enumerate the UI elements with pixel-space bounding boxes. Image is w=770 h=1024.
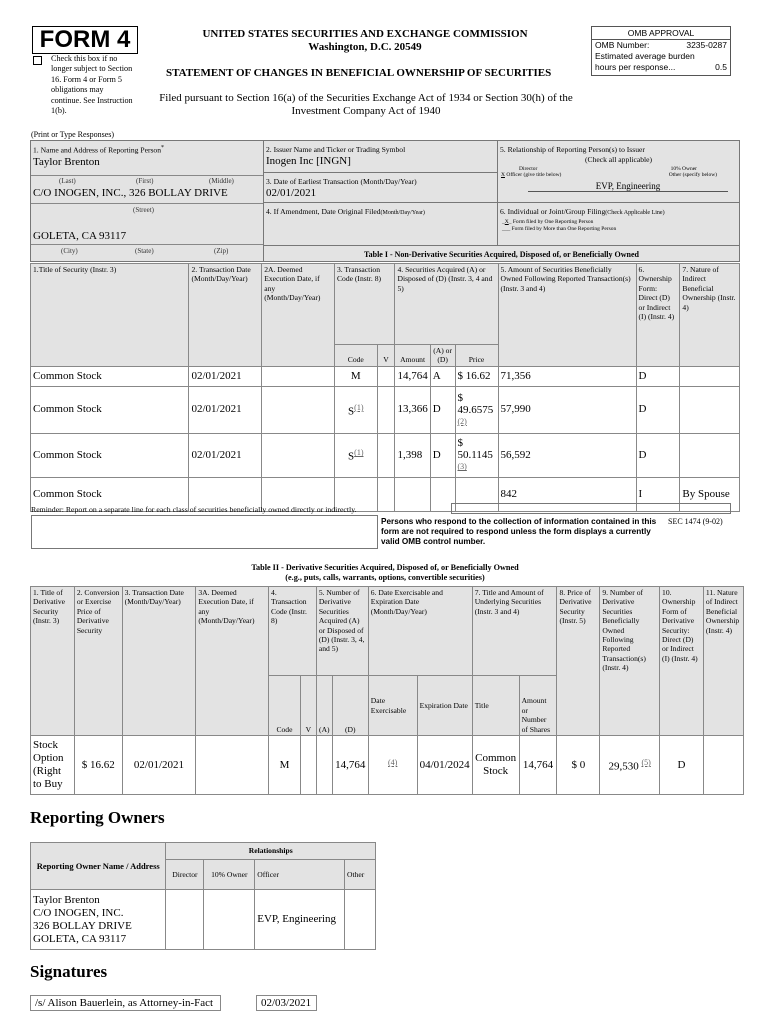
t1-row-nature bbox=[680, 433, 740, 477]
t1-header-code: 3. Transaction Code (Instr. 8) bbox=[334, 264, 395, 345]
t2-row-deemed bbox=[196, 736, 269, 795]
state-caption: (State) bbox=[135, 247, 154, 255]
t1-row-price-cell bbox=[455, 433, 498, 477]
t1-sub-price: Price bbox=[455, 345, 498, 367]
t1-row-owned: 56,592 bbox=[498, 433, 636, 477]
t2-row-nature bbox=[703, 736, 743, 795]
t1-header-owned: 5. Amount of Securities Beneficially Owned Following Reported Transaction(s) (Instr. 3 and 4) bbox=[498, 264, 636, 367]
omb-title: OMB APPROVAL bbox=[592, 27, 730, 40]
t1-sub-v: V bbox=[377, 345, 395, 367]
t1-row-code: S bbox=[348, 451, 355, 464]
officer-option: Officer (give title below) bbox=[506, 172, 562, 178]
t1-row-amount: 14,764 bbox=[395, 366, 430, 386]
owner-officer-cell: EVP, Engineering bbox=[255, 890, 345, 950]
zip-caption: (Zip) bbox=[214, 247, 229, 255]
ten-percent-header: 10% Owner bbox=[204, 860, 255, 890]
t1-row-owned: 57,990 bbox=[498, 386, 636, 433]
middle-caption: (Middle) bbox=[209, 177, 234, 185]
agency-name: UNITED STATES SECURITIES AND EXCHANGE COMMISSION bbox=[202, 28, 528, 40]
t1-row-code-cell bbox=[334, 366, 377, 386]
t2-row-v bbox=[300, 736, 316, 795]
form-title: FORM 4 bbox=[32, 26, 138, 54]
box4-label: 4. If Amendment, Date Original Filed bbox=[266, 207, 381, 216]
t1-row-ad: A bbox=[430, 366, 455, 386]
t1-row-code-cell bbox=[334, 386, 377, 433]
omb-notice: Persons who respond to the collection of information contained in this form are not required to respond unless the form displays a currently valid OMB control number. bbox=[381, 517, 657, 547]
sec-code: SEC 1474 (9-02) bbox=[668, 517, 723, 526]
omb-number: 3235-0287 bbox=[686, 40, 727, 50]
owner-address-line-2: C/O INOGEN, INC. bbox=[33, 906, 124, 919]
officer-header: Officer bbox=[255, 860, 345, 890]
owner-director-cell bbox=[166, 890, 204, 950]
reporting-owner-row bbox=[31, 890, 376, 950]
reminder-text: Reminder: Report on a separate line for each class of securities beneficially owned directly or indirectly. bbox=[31, 505, 357, 514]
t1-header-form: 6. Ownership Form: Direct (D) or Indirect (I) (Instr. 4) bbox=[636, 264, 680, 367]
filed-pursuant-line1: Filed pursuant to Section 16(a) of the Securities Exchange Act of 1934 or Section 30(h) of the bbox=[159, 92, 573, 104]
box1-label: 1. Name and Address of Reporting Person bbox=[33, 145, 162, 155]
omb-number-label: OMB Number: bbox=[595, 40, 650, 50]
t1-row-code: S bbox=[348, 405, 355, 418]
signatures-heading: Signatures bbox=[30, 962, 108, 981]
omb-notice-blank-box bbox=[31, 515, 378, 549]
t2-sub-code: Code bbox=[269, 676, 301, 736]
t2-header-price: 8. Price of Derivative Security (Instr. 5) bbox=[557, 587, 600, 736]
t1-row-amount bbox=[395, 477, 430, 511]
t2-footnote-5-link[interactable]: (5) bbox=[641, 758, 651, 768]
t2-header-nature: 11. Nature of Indirect Beneficial Ownership (Instr. 4) bbox=[703, 587, 743, 736]
t2-header-deemed: 3A. Deemed Execution Date, if any (Month/Day/Year) bbox=[196, 587, 269, 736]
t1-row-deemed bbox=[262, 386, 335, 433]
t1-row-title: Common Stock bbox=[31, 366, 189, 386]
t1-row-amount: 13,366 bbox=[395, 386, 430, 433]
statement-title: STATEMENT OF CHANGES IN BENEFICIAL OWNERSHIP OF SECURITIES bbox=[166, 67, 552, 79]
table2-title: Table II - Derivative Securities Acquired, Disposed of, or Beneficially Owned bbox=[251, 563, 519, 572]
ten-percent-option: 10% Owner bbox=[670, 166, 697, 172]
table1-non-derivative bbox=[30, 263, 740, 512]
other-header: Other bbox=[345, 860, 376, 890]
table1-row bbox=[31, 386, 740, 433]
reporting-owners-heading: Reporting Owners bbox=[30, 808, 165, 827]
one-person-option: Form filed by One Reporting Person bbox=[512, 219, 594, 226]
t1-row-v bbox=[377, 386, 395, 433]
officer-title: EVP, Engineering bbox=[528, 181, 728, 192]
t1-header-title: 1.Title of Security (Instr. 3) bbox=[31, 264, 189, 367]
t1-row-nature bbox=[680, 386, 740, 433]
t2-row-under-title: Common Stock bbox=[472, 736, 519, 795]
t1-row-price-cell bbox=[455, 366, 498, 386]
t2-sub-amount: Amount or Number of Shares bbox=[519, 676, 557, 736]
box6-label: 6. Individual or Joint/Group Filing bbox=[500, 207, 606, 216]
t2-sub-title: Title bbox=[472, 676, 519, 736]
box5-sub: (Check all applicable) bbox=[584, 155, 653, 165]
omb-approval-box bbox=[591, 26, 731, 76]
print-note: (Print or Type Responses) bbox=[31, 130, 115, 139]
omb-hours-label: hours per response... bbox=[595, 62, 676, 72]
last-caption: (Last) bbox=[59, 177, 76, 185]
t2-header-number: 5. Number of Derivative Securities Acquired (A) or Disposed of (D) (Instr. 3, 4, and 5) bbox=[316, 587, 368, 676]
t1-header-nature: 7. Nature of Indirect Beneficial Ownership (Instr. 4) bbox=[680, 264, 740, 367]
t1-price-footnote-link[interactable]: (2) bbox=[457, 416, 467, 426]
t1-row-date: 02/01/2021 bbox=[189, 366, 262, 386]
t2-row-under-amount: 14,764 bbox=[519, 736, 557, 795]
t1-row-nature bbox=[680, 366, 740, 386]
t2-footnote-4-link[interactable]: (4) bbox=[388, 758, 398, 768]
t1-header-deemed: 2A. Deemed Execution Date, if any (Month/Day/Year) bbox=[262, 264, 335, 367]
t2-header-underlying: 7. Title and Amount of Underlying Securities (Instr. 3 and 4) bbox=[472, 587, 557, 676]
owner-address-line-1: Taylor Brenton bbox=[33, 893, 100, 906]
t1-row-code: M bbox=[350, 369, 361, 382]
t2-sub-exercisable: Date Exercisable bbox=[368, 676, 417, 736]
t2-row-a bbox=[316, 736, 332, 795]
t2-row-date: 02/01/2021 bbox=[122, 736, 196, 795]
t1-code-footnote-link[interactable]: (1) bbox=[354, 402, 364, 412]
t1-header-acquired: 4. Securities Acquired (A) or Disposed of (D) (Instr. 3, 4 and 5) bbox=[395, 264, 498, 345]
omb-burden: Estimated average burden bbox=[595, 51, 695, 61]
owner-address-line-4: GOLETA, CA 93117 bbox=[33, 932, 127, 945]
t1-code-footnote-link[interactable]: (1) bbox=[354, 448, 364, 458]
t1-row-amount: 1,398 bbox=[395, 433, 430, 477]
signature-date: 02/03/2021 bbox=[257, 996, 317, 1011]
signature-table bbox=[30, 995, 317, 1011]
t2-header-title: 1. Title of Derivative Security (Instr. 3) bbox=[31, 587, 75, 736]
t1-sub-code: Code bbox=[334, 345, 377, 367]
box2-issuer bbox=[263, 140, 498, 173]
one-person-mark: X bbox=[504, 219, 509, 226]
owner-other-cell bbox=[345, 890, 376, 950]
reporter-city-line: GOLETA, CA 93117 bbox=[33, 230, 127, 242]
omb-hours: 0.5 bbox=[715, 62, 727, 72]
t1-row-v bbox=[377, 433, 395, 477]
t1-row-title: Common Stock bbox=[31, 477, 189, 511]
box6-small: (Check Applicable Line) bbox=[605, 210, 665, 216]
table1-row bbox=[31, 433, 740, 477]
box4-amendment bbox=[263, 202, 498, 246]
t1-row-ad: D bbox=[430, 433, 455, 477]
t2-row-form: D bbox=[660, 736, 704, 795]
t2-row-title: Stock Option (Right to Buy bbox=[31, 736, 75, 795]
owner-name-header: Reporting Owner Name / Address bbox=[31, 843, 166, 890]
box3-earliest-transaction bbox=[263, 172, 498, 203]
t2-row-price: $ 16.62 bbox=[74, 736, 122, 795]
officer-mark: X bbox=[501, 172, 505, 178]
first-caption: (First) bbox=[136, 177, 154, 185]
box1-reporting-person bbox=[30, 140, 264, 262]
t1-header-date: 2. Transaction Date (Month/Day/Year) bbox=[189, 264, 262, 367]
t1-sub-amount: Amount bbox=[395, 345, 430, 367]
reporter-address: C/O INOGEN, INC., 326 BOLLAY DRIVE bbox=[33, 187, 228, 199]
t2-row-code: M bbox=[269, 736, 301, 795]
t2-header-owned: 9. Number of Derivative Securities Beneficially Owned Following Reported Transaction(s) (Instr. 4) bbox=[600, 587, 660, 736]
t1-row-v bbox=[377, 477, 395, 511]
other-option: Other (specify below) bbox=[668, 172, 717, 178]
director-option: Director bbox=[519, 166, 538, 172]
t1-row-price: $ 50.1145 bbox=[457, 437, 493, 462]
multi-person-option: Form filed by More than One Reporting Person bbox=[511, 226, 617, 233]
table1-title: Table I - Non-Derivative Securities Acquired, Disposed of, or Beneficially Owned bbox=[364, 250, 639, 259]
box6-filing: 6. Individual or Joint/Group Filing(Check Applicable Line) _X_ Form filed by One Reporting Person ___ Form filed by More than One Reporting Person bbox=[497, 202, 740, 246]
box5-relationship bbox=[497, 140, 740, 203]
reporter-name: Taylor Brenton bbox=[33, 155, 100, 168]
agency-city: Washington, D.C. 20549 bbox=[308, 41, 422, 53]
owner-ten-percent-cell bbox=[204, 890, 255, 950]
table2-subtitle: (e.g., puts, calls, warrants, options, convertible securities) bbox=[285, 573, 485, 582]
check-box-note: Check this box if no longer subject to Section 16. Form 4 or Form 5 obligations may continue. See Instruction 1(b). bbox=[51, 54, 133, 116]
relationships-header: Relationships bbox=[166, 843, 376, 860]
box5-label: 5. Relationship of Reporting Person(s) to Issuer bbox=[500, 145, 645, 154]
t1-row-deemed bbox=[262, 366, 335, 386]
street-caption: (Street) bbox=[133, 206, 154, 214]
t1-row-deemed bbox=[262, 433, 335, 477]
t2-sub-a: (A) bbox=[316, 676, 332, 736]
t1-row-v bbox=[377, 366, 395, 386]
box1-star: * bbox=[161, 145, 165, 151]
t2-header-date: 3. Transaction Date (Month/Day/Year) bbox=[122, 587, 196, 736]
t1-row-form: D bbox=[636, 386, 680, 433]
owner-address-line-3: 326 BOLLAY DRIVE bbox=[33, 919, 132, 932]
t1-row-owned: 71,356 bbox=[498, 366, 636, 386]
t2-row-expiration: 04/01/2024 bbox=[417, 736, 472, 795]
t1-row-price-cell bbox=[455, 386, 498, 433]
box4-small: (Month/Day/Year) bbox=[380, 210, 425, 216]
t1-row-price: $ 49.6575 bbox=[457, 391, 494, 416]
t2-sub-expiration: Expiration Date bbox=[417, 676, 472, 736]
t1-row-date: 02/01/2021 bbox=[189, 386, 262, 433]
t2-row-d: 14,764 bbox=[332, 736, 368, 795]
box2-label: 2. Issuer Name and Ticker or Trading Symbol bbox=[266, 145, 406, 154]
t1-row-owned: 842 bbox=[498, 477, 636, 511]
t2-sub-v: V bbox=[300, 676, 316, 736]
reporting-owners-table bbox=[30, 842, 376, 950]
t1-row-ad: D bbox=[430, 386, 455, 433]
t1-sub-ad: (A) or (D) bbox=[430, 345, 455, 367]
t2-header-conversion: 2. Conversion or Exercise Price of Derivative Security bbox=[74, 587, 122, 736]
t1-row-title: Common Stock bbox=[31, 433, 189, 477]
signature-name: /s/ Alison Bauerlein, as Attorney-in-Fact bbox=[31, 996, 221, 1011]
t2-sub-d: (D) bbox=[332, 676, 368, 736]
t1-row-price: $ 16.62 bbox=[457, 370, 491, 383]
t1-row-form: I bbox=[636, 477, 680, 511]
t1-row-date: 02/01/2021 bbox=[189, 433, 262, 477]
t1-row-title: Common Stock bbox=[31, 386, 189, 433]
reminder-blank-box bbox=[451, 503, 731, 514]
t2-header-exercise: 6. Date Exercisable and Expiration Date (Month/Day/Year) bbox=[368, 587, 472, 676]
table2-row bbox=[31, 736, 744, 795]
t1-row-nature: By Spouse bbox=[680, 477, 740, 511]
t1-row-code-cell bbox=[334, 433, 377, 477]
issuer-name: Inogen Inc [INGN] bbox=[266, 155, 351, 168]
t1-row-form: D bbox=[636, 433, 680, 477]
t2-header-form: 10. Ownership Form of Derivative Security: Direct (D) or Indirect (I) (Instr. 4) bbox=[660, 587, 704, 736]
table2-derivative bbox=[30, 586, 744, 795]
t2-row-owned: 29,530 bbox=[608, 760, 639, 773]
t1-row-form: D bbox=[636, 366, 680, 386]
t2-header-code: 4. Transaction Code (Instr. 8) bbox=[269, 587, 317, 676]
no-longer-subject-checkbox[interactable] bbox=[33, 56, 42, 65]
filed-pursuant-line2: Investment Company Act of 1940 bbox=[291, 105, 441, 117]
city-caption: (City) bbox=[61, 247, 78, 255]
t1-price-footnote-link[interactable]: (3) bbox=[457, 462, 467, 472]
table1-row bbox=[31, 366, 740, 386]
t2-row-deriv-price: $ 0 bbox=[557, 736, 600, 795]
box3-label: 3. Date of Earliest Transaction (Month/Day/Year) bbox=[266, 177, 417, 186]
earliest-transaction-date: 02/01/2021 bbox=[266, 187, 317, 200]
director-header: Director bbox=[166, 860, 204, 890]
